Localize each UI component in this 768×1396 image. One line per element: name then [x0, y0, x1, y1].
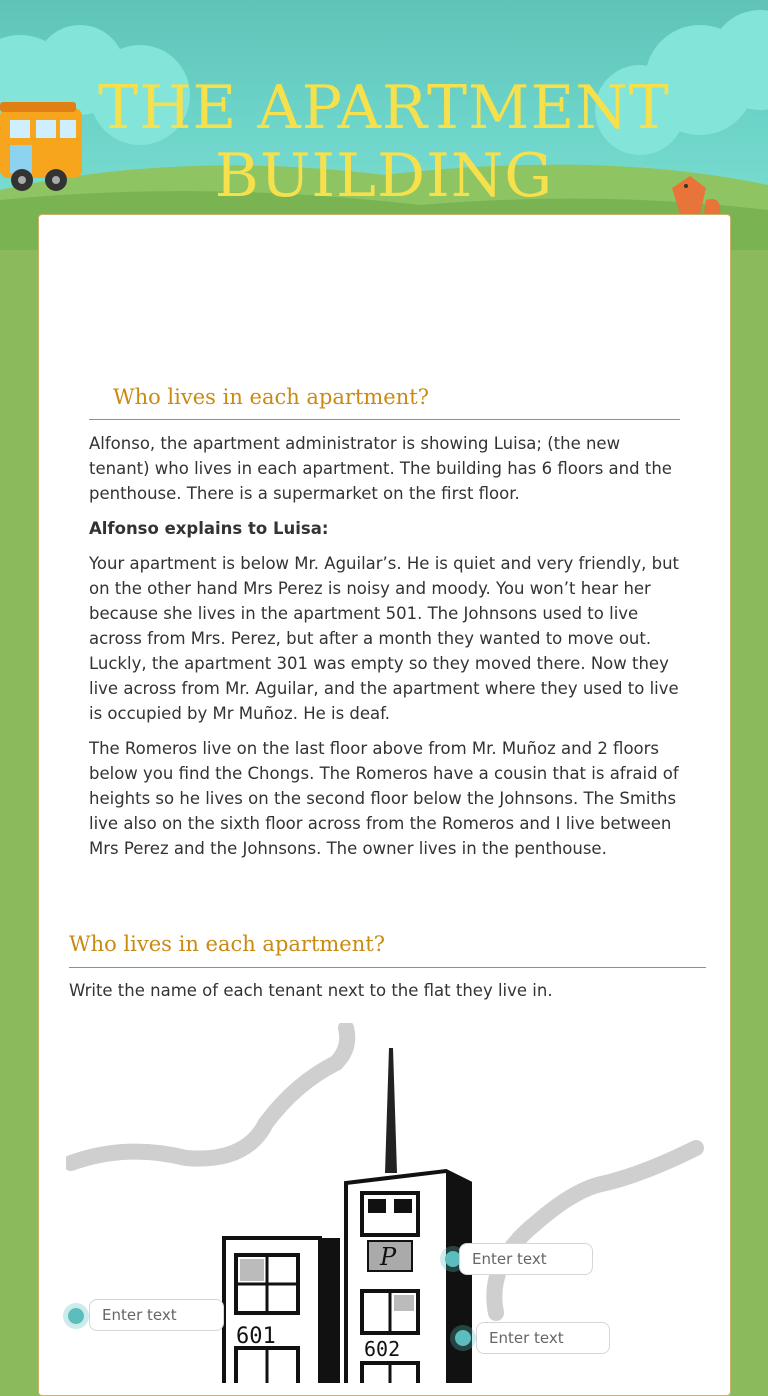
instruction-text: Write the name of each tenant next to the flat they live in.	[69, 981, 553, 1000]
header-banner	[0, 0, 768, 250]
intro-paragraph: Alfonso, the apartment administrator is showing Luisa; (the new tenant) who lives in each apartment. The building has 6 floors and the penthouse. There is a supermarket on the first floor.	[89, 434, 672, 503]
tower-spire	[385, 1048, 397, 1173]
subheading: Alfonso explains to Luisa:	[89, 519, 329, 538]
apt-601-label: 601	[236, 1324, 276, 1349]
worksheet-card	[38, 214, 731, 1396]
tenant-input-penthouse[interactable]	[459, 1243, 593, 1275]
apt-602-label: 602	[364, 1337, 401, 1361]
input-marker-2	[68, 1308, 84, 1324]
story-paragraph-2: The Romeros live on the last floor above from Mr. Muñoz and 2 floors below you find the Chongs. The Romeros have a cousin that is afraid of heights so he lives on the second floor below the Johnsons. The Smiths live also on the sixth floor across from the Romeros and I live between Mrs Perez and the Johnsons. The owner lives in the penthouse.	[89, 739, 679, 858]
story-paragraph-1: Your apartment is below Mr. Aguilar’s. He is quiet and very friendly, but on the other hand Mrs Perez is noisy and moody. You won’t hear her because she lives in the apartment 501. The Johnsons used to live across from Mrs. Perez, but after a month they wanted to move out. Luckly, the apartment 301 was empty so they moved there. Now they live across from Mr. Aguilar, and the apartment where they used to live is occupied by Mr Muñoz. He is deaf.	[89, 554, 679, 723]
tenant-input-601[interactable]	[89, 1299, 224, 1331]
smoke-left	[71, 1028, 347, 1163]
penthouse-label: P	[380, 1243, 397, 1271]
page-title-line1: THE APARTMENT	[98, 73, 670, 143]
section1-divider	[89, 419, 680, 420]
smoke-right	[494, 1148, 696, 1313]
input-marker-3	[455, 1330, 471, 1346]
page-title-line2: BUILDING	[214, 141, 554, 211]
left-tower	[224, 1238, 340, 1383]
section1-title: Who lives in each apartment?	[113, 385, 429, 409]
page-title	[0, 74, 768, 210]
section2-title: Who lives in each apartment?	[69, 932, 385, 956]
section2-divider	[69, 967, 706, 968]
tenant-input-602[interactable]	[476, 1322, 610, 1354]
